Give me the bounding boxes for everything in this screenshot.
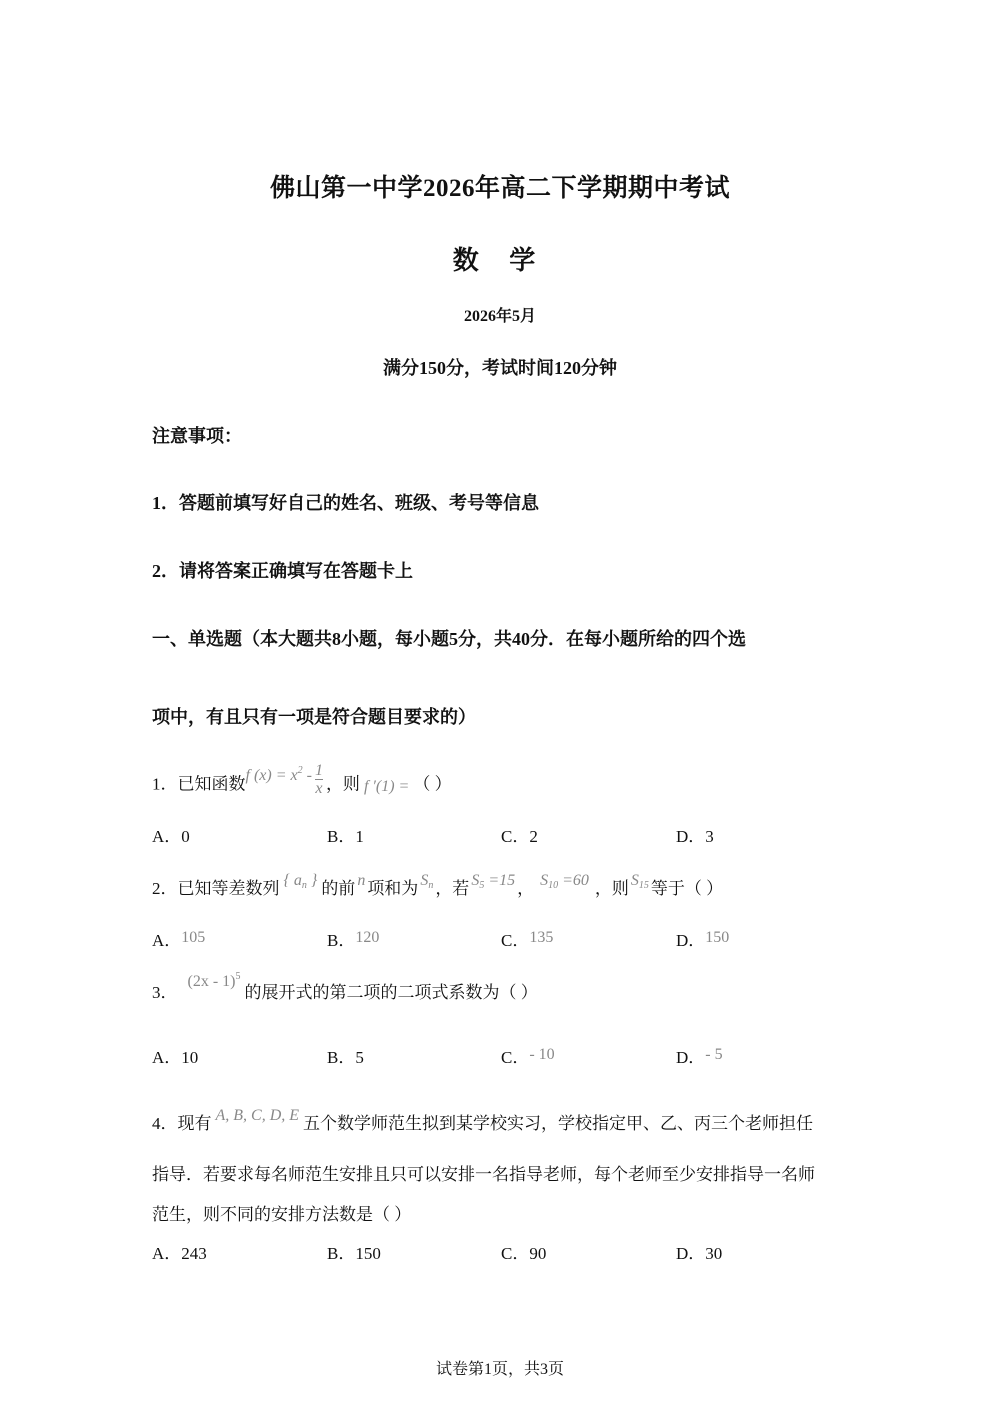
option-d: D．3: [676, 827, 714, 846]
subject-title: 数 学: [452, 246, 548, 275]
formula: S15: [630, 872, 649, 891]
formula: { an }: [283, 872, 318, 891]
exam-date: 2026年5月: [463, 308, 536, 325]
notice-item-2: 2．请将答案正确填写在答题卡上: [152, 561, 413, 581]
option-d: D．30: [676, 1244, 723, 1263]
option-a: A．0: [152, 827, 190, 846]
option-a: A．10: [152, 1048, 199, 1067]
question-number: 4．: [152, 1114, 178, 1133]
question-text: 五个数学师范生拟到某学校实习，学校指定甲、乙、丙三个老师担任: [303, 1114, 814, 1133]
option-d: D．- 5: [676, 1046, 723, 1067]
question-number: 1．: [152, 774, 178, 794]
formula: f $(x) = x^2$ -: [245, 765, 312, 785]
formula: S10 =60: [540, 872, 589, 891]
notice-heading: 注意事项：: [152, 426, 242, 446]
question-text: 等于（ ）: [650, 879, 724, 898]
option-b: B．5: [327, 1048, 364, 1067]
question-text: 的前: [321, 879, 356, 898]
question-text: ，若: [435, 879, 470, 898]
formula: S5 =15: [471, 872, 516, 891]
question-3: [152, 971, 538, 1003]
option-c: C．2: [501, 827, 538, 846]
question-text: 现有: [177, 1114, 212, 1133]
section-heading-line2: 项中，有且只有一项是符合题目要求的）: [152, 707, 476, 727]
question-number: 3．: [152, 983, 178, 1002]
question-4-line3: 范生，则不同的安排方法数是（ ）: [152, 1205, 412, 1224]
formula: f ′(1) =: [363, 778, 410, 796]
notice-item-1: 1．答题前填写好自己的姓名、班级、考号等信息: [152, 493, 539, 513]
option-b: B．120: [327, 929, 380, 950]
formula: A, B, C, D, E: [215, 1107, 300, 1124]
question-text: （ ）: [413, 774, 452, 794]
formula: n: [357, 872, 366, 889]
question-text: 已知函数: [177, 774, 246, 794]
option-b: B．150: [327, 1244, 381, 1263]
question-4: [152, 1109, 813, 1134]
option-d: D．150: [676, 929, 730, 950]
option-c: C．90: [501, 1244, 547, 1263]
option-a: A．243: [152, 1244, 207, 1263]
exam-title: 佛山第一中学2026年高二下学期期中考试: [269, 175, 730, 202]
question-text: ，: [517, 879, 535, 898]
question-text: ，则: [594, 879, 629, 898]
question-text: 的展开式的第二项的二项式系数为（ ）: [244, 983, 538, 1002]
option-a: A．105: [152, 929, 206, 950]
score-time: 满分150分，考试时间120分钟: [383, 358, 617, 378]
formula: (2x - 1)$^5$: [187, 971, 241, 990]
question-2: [152, 874, 723, 899]
question-text: ，则: [325, 774, 360, 794]
question-4-line2: 指导．若要求每名师范生安排且只可以安排一名指导老师，每个老师至少安排指导一名师: [152, 1165, 815, 1184]
question-1: [152, 762, 452, 803]
question-text: 项和为: [367, 879, 419, 898]
fraction: $\frac{1}{x}$: [314, 762, 323, 797]
option-c: C．- 10: [501, 1046, 555, 1067]
section-heading-line1: 一、单选题（本大题共8小题，每小题5分，共40分．在每小题所给的四个选: [152, 629, 746, 649]
question-text: 已知等差数列: [177, 879, 280, 898]
page-footer: 试卷第1页，共3页: [435, 1361, 564, 1378]
formula: Sn: [420, 872, 434, 891]
option-c: C．135: [501, 929, 554, 950]
question-number: 2．: [152, 879, 178, 898]
option-b: B．1: [327, 827, 364, 846]
